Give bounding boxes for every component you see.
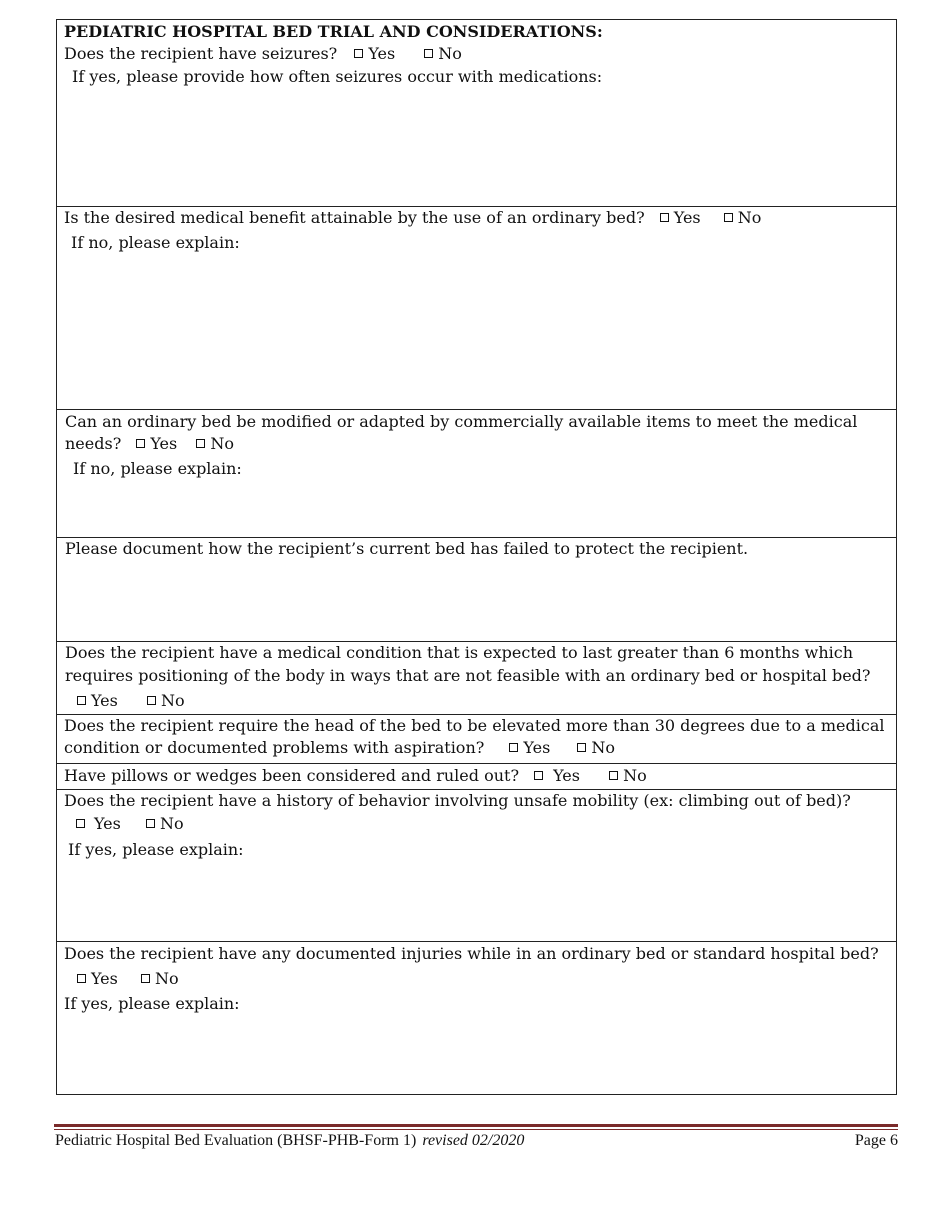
- injuries-question: Does the recipient have any documented injuries while in an ordinary bed or standard hospital bed?: [64, 944, 879, 963]
- checkbox[interactable]: [146, 819, 155, 828]
- positioning-section: [57, 641, 896, 714]
- checkbox[interactable]: [534, 771, 543, 780]
- positioning-question-line2: requires positioning of the body in ways that are not feasible with an ordinary bed or hospital bed?: [65, 666, 871, 685]
- elevation-question-line2: condition or documented problems with aspiration?: [64, 738, 485, 757]
- checkbox[interactable]: [77, 974, 86, 983]
- checkbox[interactable]: [196, 439, 205, 448]
- pillows-question-row: [64, 765, 647, 787]
- modify-followup-label: If no, please explain:: [73, 459, 242, 478]
- head-elevation-section: [57, 714, 896, 763]
- footer-page-number: Page 6: [854, 1132, 898, 1149]
- seizures-no-option[interactable]: No: [424, 43, 462, 65]
- current-bed-failure-section: [57, 537, 896, 641]
- benefit-question: Is the desired medical benefit attainable by the use of an ordinary bed?: [64, 208, 645, 227]
- checkbox[interactable]: [354, 49, 363, 58]
- elevation-yes-option[interactable]: Yes: [509, 737, 550, 759]
- mobility-followup-label: If yes, please explain:: [68, 840, 244, 859]
- checkbox[interactable]: [577, 743, 586, 752]
- positioning-yes-option[interactable]: Yes: [77, 690, 118, 712]
- elevation-no-option[interactable]: No: [577, 737, 615, 759]
- modify-yes-option[interactable]: Yes: [136, 433, 177, 455]
- checkbox[interactable]: [509, 743, 518, 752]
- mobility-options: [76, 813, 184, 835]
- positioning-question-line1: Does the recipient have a medical condition that is expected to last greater than 6 months which: [65, 643, 854, 662]
- injuries-no-option[interactable]: No: [141, 968, 179, 990]
- seizures-question: Does the recipient have seizures?: [64, 44, 338, 63]
- checkbox[interactable]: [424, 49, 433, 58]
- benefit-no-option[interactable]: No: [724, 207, 762, 229]
- modify-question-line1: Can an ordinary bed be modified or adapted by commercially available items to meet the medical: [65, 412, 858, 431]
- unsafe-mobility-section: [57, 789, 896, 941]
- seizures-followup-label: If yes, please provide how often seizures occur with medications:: [72, 67, 603, 86]
- section-title: PEDIATRIC HOSPITAL BED TRIAL AND CONSIDERATIONS:: [64, 22, 603, 41]
- checkbox[interactable]: [77, 696, 86, 705]
- footer-revised: revised 02/2020: [422, 1132, 525, 1149]
- pillows-question: Have pillows or wedges been considered and ruled out?: [64, 766, 520, 785]
- modify-question-row: [65, 433, 234, 455]
- checkbox[interactable]: [136, 439, 145, 448]
- checkbox[interactable]: [609, 771, 618, 780]
- mobility-question: Does the recipient have a history of behavior involving unsafe mobility (ex: climbing out of bed)?: [64, 791, 851, 810]
- current-bed-question: Please document how the recipient’s current bed has failed to protect the recipient.: [65, 539, 749, 558]
- modify-question-line2: needs?: [65, 434, 122, 453]
- benefit-followup-label: If no, please explain:: [71, 233, 240, 252]
- modify-no-option[interactable]: No: [196, 433, 234, 455]
- ordinary-bed-benefit-section: [57, 206, 896, 409]
- seizures-section: [57, 20, 896, 206]
- mobility-yes-option[interactable]: Yes: [76, 813, 121, 835]
- evaluation-form: [56, 19, 897, 1095]
- checkbox[interactable]: [724, 213, 733, 222]
- injuries-followup-label: If yes, please explain:: [64, 994, 240, 1013]
- documented-injuries-section: [57, 941, 896, 1095]
- checkbox[interactable]: [76, 819, 85, 828]
- injuries-yes-option[interactable]: Yes: [77, 968, 118, 990]
- elevation-question-line1: Does the recipient require the head of the bed to be elevated more than 30 degrees due to a medical: [64, 716, 885, 735]
- ordinary-bed-modify-section: [57, 409, 896, 537]
- benefit-yes-option[interactable]: Yes: [660, 207, 701, 229]
- checkbox[interactable]: [141, 974, 150, 983]
- positioning-no-option[interactable]: No: [147, 690, 185, 712]
- footer-rule-thick: [54, 1124, 898, 1127]
- footer-rule-thin: [54, 1129, 898, 1130]
- seizures-question-row: [64, 43, 462, 65]
- elevation-question-row: [64, 737, 615, 759]
- footer-form-name: Pediatric Hospital Bed Evaluation (BHSF-PHB-Form 1) revised 02/2020: [55, 1132, 525, 1149]
- checkbox[interactable]: [147, 696, 156, 705]
- positioning-options: [77, 690, 185, 712]
- pillows-wedges-section: [57, 763, 896, 789]
- benefit-question-row: [64, 207, 761, 229]
- pillows-no-option[interactable]: No: [609, 765, 647, 787]
- checkbox[interactable]: [660, 213, 669, 222]
- pillows-yes-option[interactable]: Yes: [534, 765, 580, 787]
- injuries-options: [77, 968, 179, 990]
- seizures-yes-option[interactable]: Yes: [354, 43, 395, 65]
- mobility-no-option[interactable]: No: [146, 813, 184, 835]
